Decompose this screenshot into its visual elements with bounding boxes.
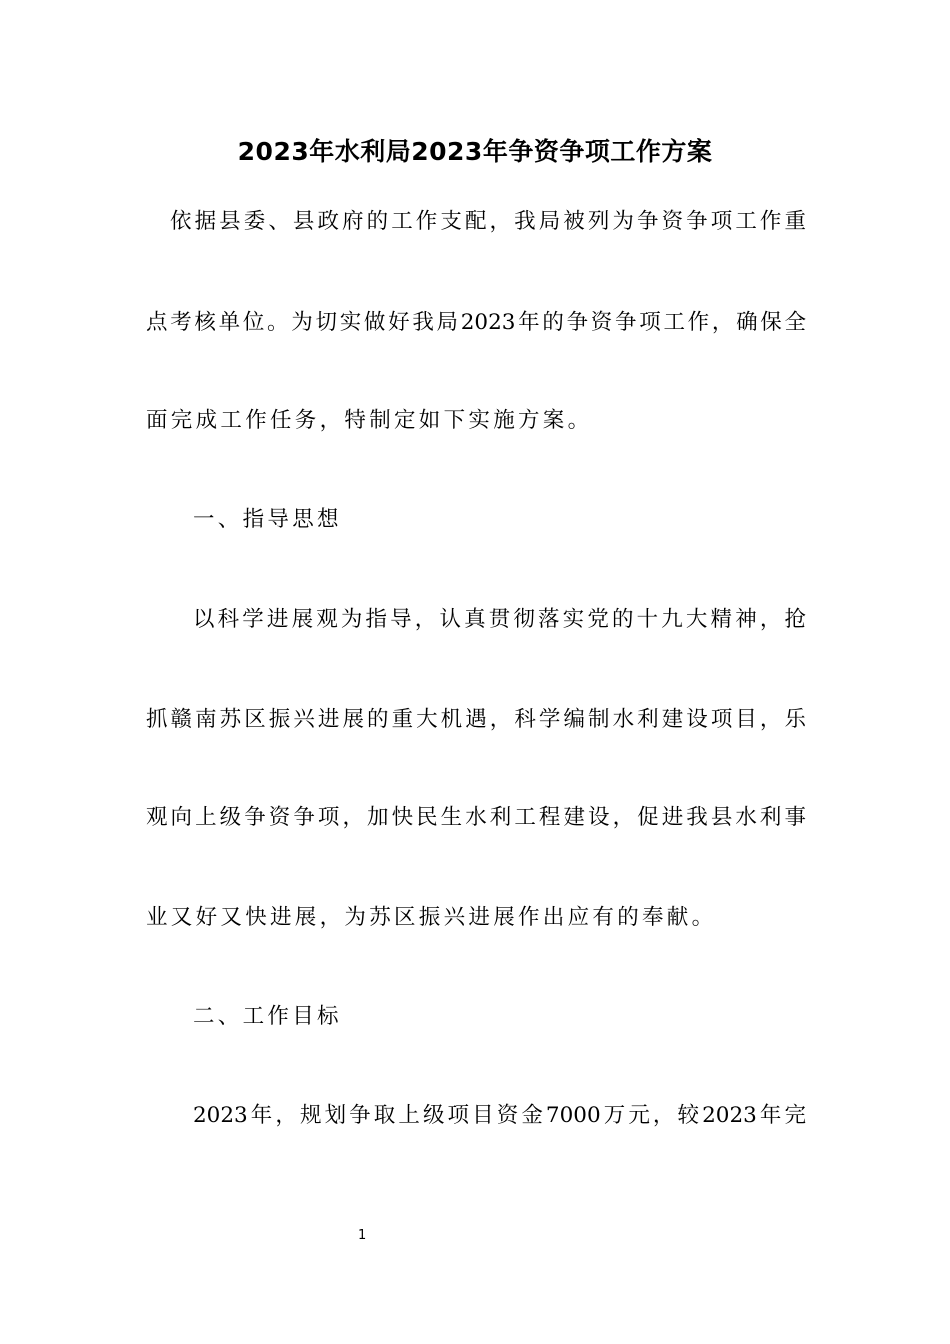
paragraph-line: 点考核单位。为切实做好我局2023年的争资争项工作，确保全 — [146, 310, 806, 335]
paragraph-line: 以科学进展观为指导，认真贯彻落实党的十九大精神，抢 — [193, 607, 806, 632]
paragraph-line: 依据县委、县政府的工作支配，我局被列为争资争项工作重 — [170, 209, 806, 234]
paragraph-line: 业又好又快进展，为苏区振兴进展作出应有的奉献。 — [146, 905, 717, 930]
paragraph-line: 2023年，规划争取上级项目资金7000万元，较2023年完 — [193, 1103, 806, 1128]
paragraph-line: 观向上级争资争项，加快民生水利工程建设，促进我县水利事 — [146, 805, 806, 830]
paragraph-line: 面完成工作任务，特制定如下实施方案。 — [146, 408, 593, 433]
section-heading: 二、工作目标 — [193, 1004, 342, 1029]
paragraph-line: 抓赣南苏区振兴进展的重大机遇，科学编制水利建设项目，乐 — [146, 707, 806, 732]
page-number: 1 — [358, 1228, 367, 1243]
section-heading: 一、指导思想 — [193, 507, 342, 532]
document-title: 2023年水利局2023年争资争项工作方案 — [237, 137, 713, 166]
